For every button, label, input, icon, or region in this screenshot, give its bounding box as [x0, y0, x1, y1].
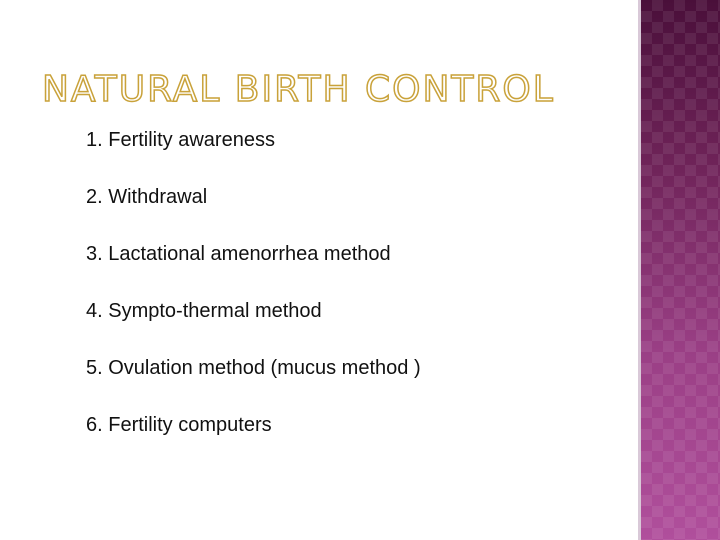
list-item: 1. Fertility awareness: [86, 129, 275, 151]
methods-list: [86, 126, 626, 468]
list-item: 5. Ovulation method (mucus method ): [86, 357, 421, 379]
list-item: 4. Sympto-thermal method: [86, 300, 322, 322]
list-item: 2. Withdrawal: [86, 186, 208, 208]
list-item: 6. Fertility computers: [86, 414, 272, 436]
list-item: 3. Lactational amenorrhea method: [86, 243, 391, 265]
slide-title: NATURAL BIRTH CONTROL: [42, 69, 555, 110]
decorative-side-band: [641, 0, 720, 540]
